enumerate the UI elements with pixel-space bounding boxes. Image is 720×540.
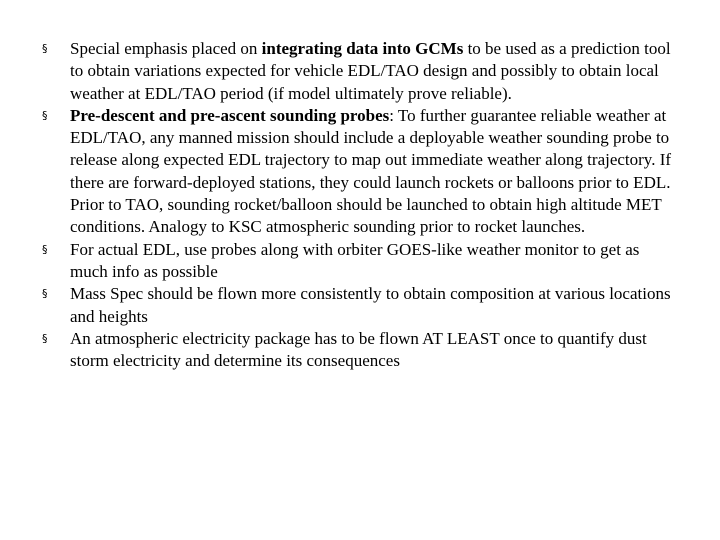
bullet-text <box>70 106 671 236</box>
bullet-text <box>70 284 671 325</box>
bullet-text-segment: For actual EDL, use probes along with orbiter GOES-like weather monitor to get as much info as possible <box>70 239 640 281</box>
bullet-text <box>70 329 647 370</box>
bullet-text-segment: Special emphasis placed on <box>70 39 262 58</box>
bullet-text-segment: to be used as a prediction tool to obtain variations expected for vehicle EDL/TAO design and possibly to obtain local weather at EDL/TAO period (if model ultimately prove reliable). <box>70 39 671 103</box>
bullet-item-mass-spec <box>40 283 680 328</box>
bullet-text-segment: Mass Spec should be flown more consistently to obtain composition at various locations and heights <box>70 284 671 326</box>
square-bullet-icon: § <box>42 331 48 345</box>
square-bullet-icon: § <box>42 287 48 301</box>
bullet-list <box>40 38 680 372</box>
bullet-item-atmospheric-electricity <box>40 328 680 373</box>
square-bullet-icon: § <box>42 242 48 256</box>
bullet-text <box>70 240 639 281</box>
bullet-item-sounding-probes <box>40 105 680 239</box>
square-bullet-icon: § <box>42 108 48 122</box>
bullet-text <box>70 39 671 103</box>
bullet-text-bold-segment: integrating data into GCMs <box>261 39 464 58</box>
bullet-item-edl-probes <box>40 239 680 284</box>
bullet-text-bold-segment: Pre-descent and pre-ascent sounding probes <box>70 105 390 125</box>
square-bullet-icon: § <box>42 42 48 55</box>
bullet-item-gcm-integration <box>40 38 680 105</box>
bullet-text-segment: An atmospheric electricity package has to be flown AT LEAST once to quantify dust storm electricity and determine its consequences <box>70 328 647 371</box>
bullet-text-segment: : To further guarantee reliable weather at EDL/TAO, any manned mission should include a deployable weather sounding probe to release along expected EDL trajectory to map out immediate weather along trajectory. If there are forward-deployed stations, they could launch rockets or balloons prior to EDL. Prior to TAO, sounding rocket/balloon should be launched to obtain high altitude MET conditions. Analogy to KSC atmospheric sounding prior to rocket launches. <box>70 105 672 237</box>
